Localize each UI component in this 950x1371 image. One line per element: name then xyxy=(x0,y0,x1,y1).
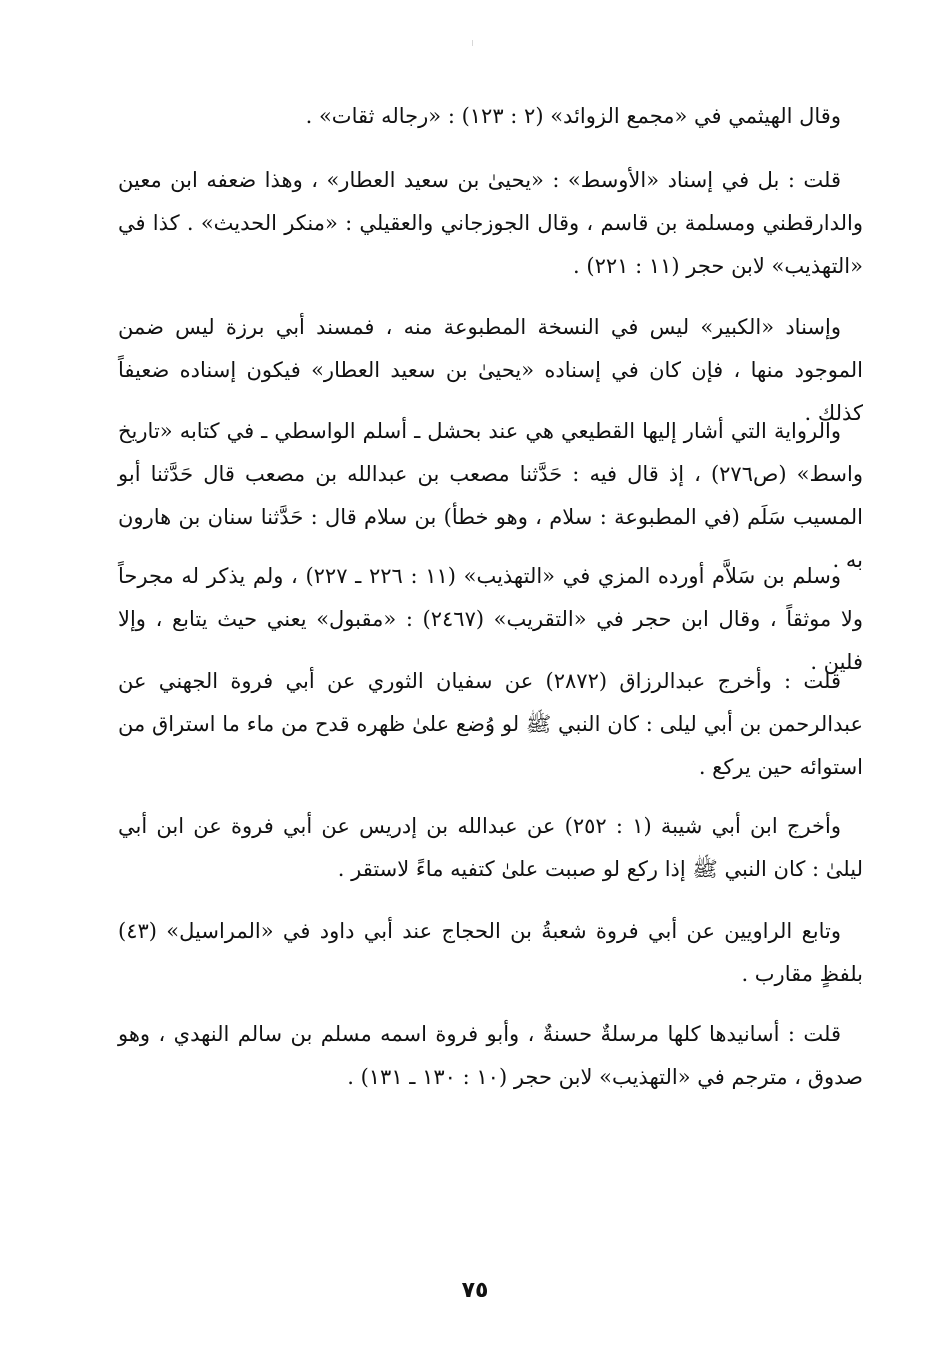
page-number: ٧٥ xyxy=(461,1278,489,1303)
paragraph-9: قلت : أسانيدها كلها مرسلةٌ حسنةٌ ، وأبو فروة اسمه مسلم بن سالم النهدي ، وهو صدوق ، مترجم في «التهذيب» لابن حجر (١٠ : ١٣٠ ـ ١٣١) . xyxy=(118,1022,863,1089)
paragraph-4: والرواية التي أشار إليها القطيعي هي عند بحشل ـ أسلم الواسطي ـ في كتابه «تاريخ واسط» (ص٢٧٦) ، إذ قال فيه : حَدَّثنا مصعب بن عبدالله بن مصعب قال حَدَّثنا أبو المسيب سَلَم (في المطبوعة : سلام ، وهو خطأ) بن سلام قال : حَدَّثنا سنان بن هارون به . xyxy=(118,419,863,572)
paragraph-3: وإسناد «الكبير» ليس في النسخة المطبوعة منه ، فمسند أبي برزة ليس ضمن الموجود منها ، فإن كان في إسناده «يحيىٰ بن سعيد العطار» فيكون إسناده ضعيفاً كذلك . xyxy=(118,315,863,425)
paragraph-8: وتابع الراويين عن أبي فروة شعبةُ بن الحجاج عند أبي داود في «المراسيل» (٤٣) بلفظٍ مقارب . xyxy=(118,919,863,986)
paragraph-6: قلت : وأخرج عبدالرزاق (٢٨٧٢) عن سفيان الثوري عن أبي فروة الجهني عن عبدالرحمن بن أبي ليلى : كان النبي ﷺ لو وُضع علىٰ ظهره قدح من ماء ما استراق من استوائه حين يركع . xyxy=(118,669,863,779)
paragraph-1: وقال الهيثمي في «مجمع الزوائد» (٢ : ١٢٣) : «رجاله ثقات» . xyxy=(305,104,841,128)
paragraph-7: وأخرج ابن أبي شيبة (١ : ٢٥٢) عن عبدالله بن إدريس عن أبي فروة عن ابن أبي ليلىٰ : كان النبي ﷺ إذا ركع لو صببت علىٰ كتفيه ماءً لاستقر . xyxy=(118,814,863,881)
scan-mark xyxy=(472,40,473,46)
paragraph-5: وسلم بن سَلاَّم أورده المزي في «التهذيب» (١١ : ٢٢٦ ـ ٢٢٧) ، ولم يذكر له مجرحاً ولا موثقاً ، وقال ابن حجر في «التقريب» (٢٤٦٧) : «مقبول» يعني حيث يتابع ، وإلا فلين . xyxy=(118,564,864,674)
paragraph-2: قلت : بل في إسناد «الأوسط» : «يحيىٰ بن سعيد العطار» ، وهذا ضعفه ابن معين والدارقطني ومسلمة بن قاسم ، وقال الجوزجاني والعقيلي : «منكر الحديث» . كذا في «التهذيب» لابن حجر (١١ : ٢٢١) . xyxy=(118,168,863,278)
